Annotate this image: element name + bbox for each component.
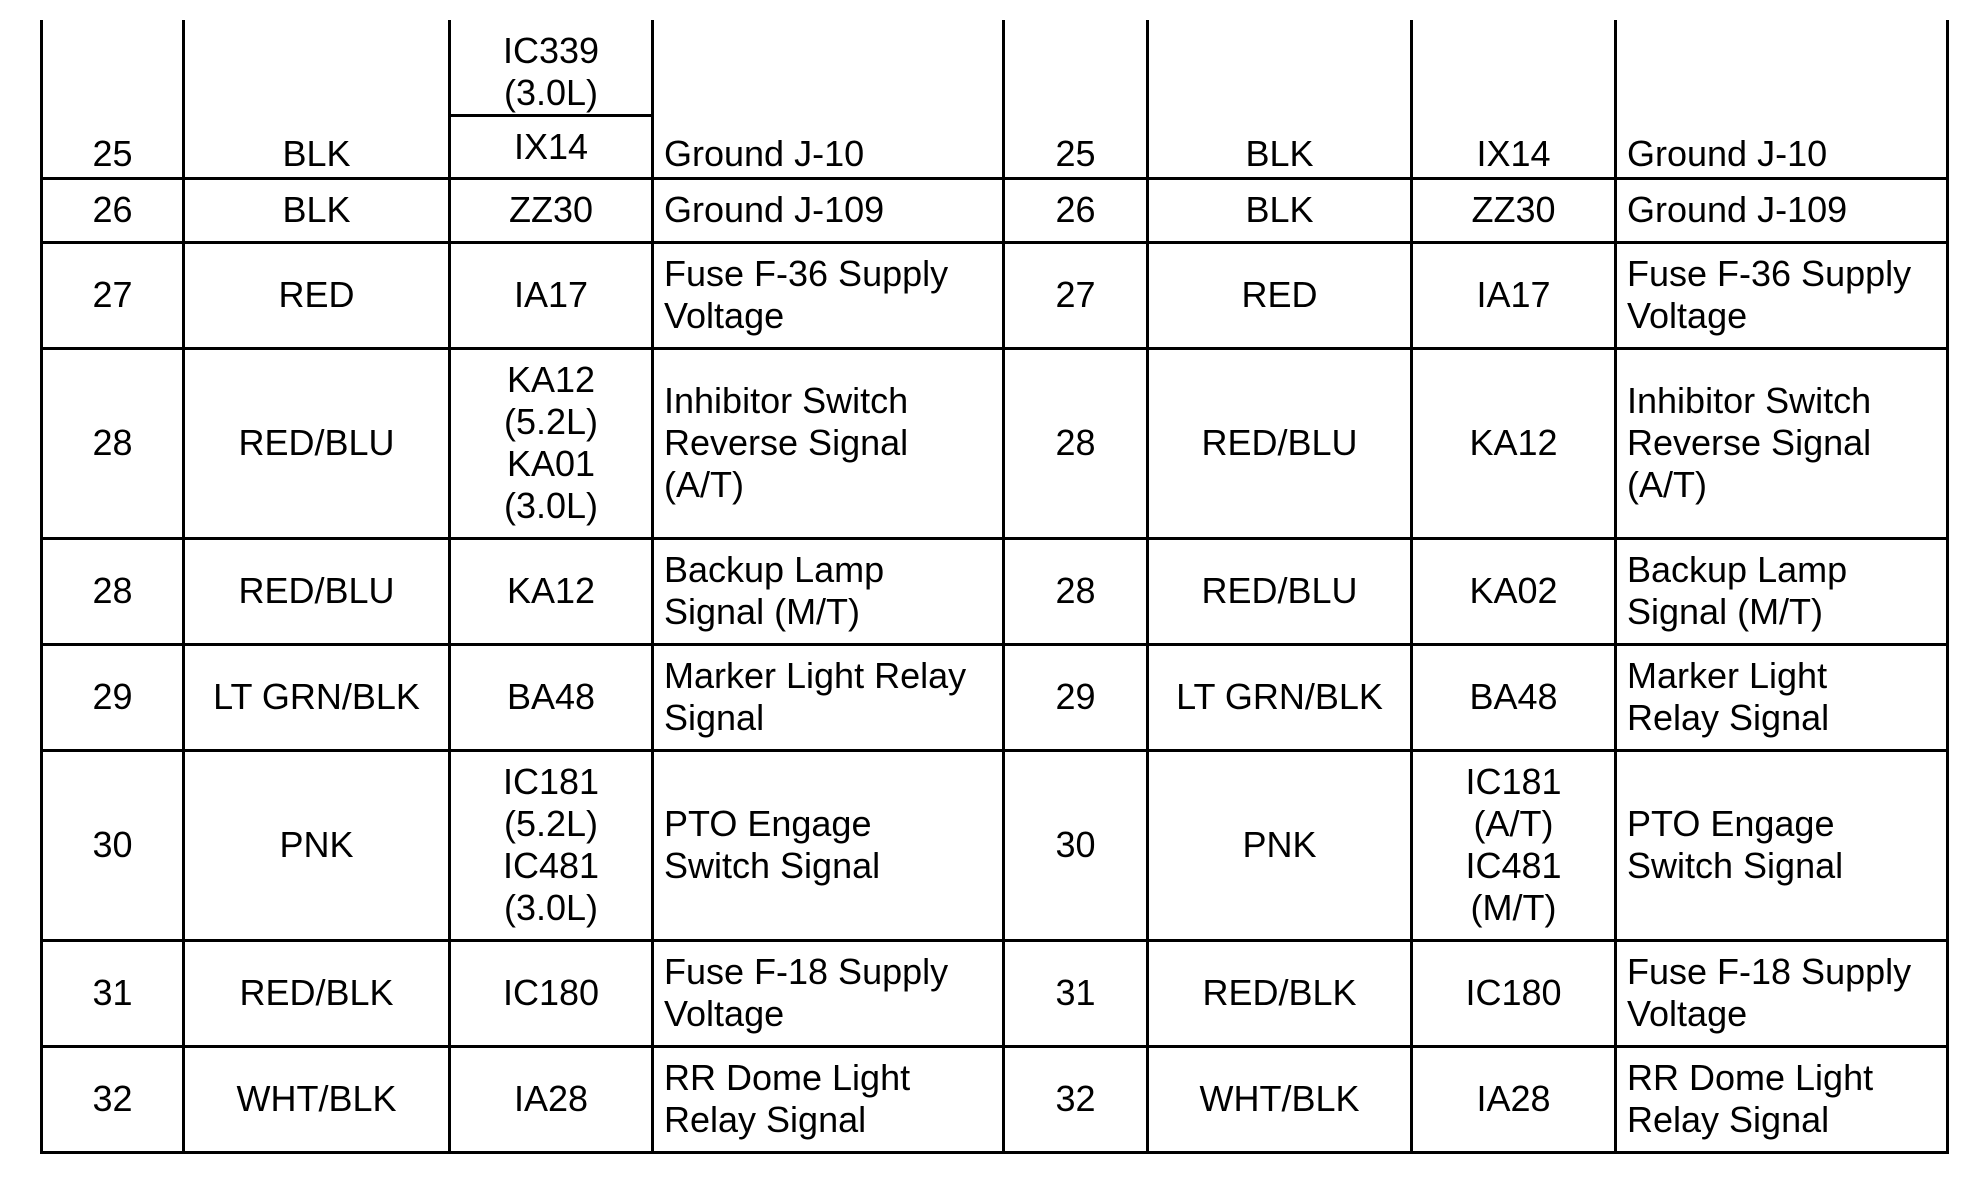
wire-color: PNK	[1148, 750, 1412, 940]
pin-number: 31	[42, 940, 184, 1046]
wire-color: RED/BLK	[184, 940, 450, 1046]
pin-number: 28	[42, 348, 184, 538]
circuit-id: IC180	[450, 940, 653, 1046]
description: Ground J-10	[1616, 20, 1948, 178]
description: RR Dome Light Relay Signal	[1616, 1046, 1948, 1152]
table-row	[42, 538, 1948, 644]
description: RR Dome Light Relay Signal	[653, 1046, 1004, 1152]
circuit-id: IC180	[1412, 940, 1616, 1046]
description: Inhibitor Switch Reverse Signal (A/T)	[653, 348, 1004, 538]
description: Fuse F-36 Supply Voltage	[653, 242, 1004, 348]
wire-color: RED	[1148, 242, 1412, 348]
pin-number: 30	[1004, 750, 1148, 940]
table-row	[42, 20, 1948, 115]
wire-color: WHT/BLK	[1148, 1046, 1412, 1152]
pin-number: 26	[1004, 178, 1148, 242]
pin-number: 25	[42, 20, 184, 178]
circuit-id: IA17	[450, 242, 653, 348]
circuit-id: IX14	[1412, 20, 1616, 178]
description: Ground J-109	[1616, 178, 1948, 242]
wire-color: RED	[184, 242, 450, 348]
pin-number: 32	[1004, 1046, 1148, 1152]
description: Ground J-10	[653, 20, 1004, 178]
circuit-id: IC181 (5.2L) IC481 (3.0L)	[450, 750, 653, 940]
pin-number: 31	[1004, 940, 1148, 1046]
table-row	[42, 644, 1948, 750]
circuit-id: IC181 (A/T) IC481 (M/T)	[1412, 750, 1616, 940]
circuit-id: IX14	[450, 115, 653, 178]
circuit-id: ZZ30	[1412, 178, 1616, 242]
wire-color: BLK	[184, 178, 450, 242]
wire-color: WHT/BLK	[184, 1046, 450, 1152]
wire-color: RED/BLU	[1148, 348, 1412, 538]
description: Inhibitor Switch Reverse Signal (A/T)	[1616, 348, 1948, 538]
description: PTO Engage Switch Signal	[1616, 750, 1948, 940]
circuit-id: KA12	[450, 538, 653, 644]
description: Fuse F-36 Supply Voltage	[1616, 242, 1948, 348]
wire-color: RED/BLU	[184, 538, 450, 644]
description: Backup Lamp Signal (M/T)	[1616, 538, 1948, 644]
pin-number: 28	[1004, 348, 1148, 538]
pin-number: 28	[1004, 538, 1148, 644]
pin-number: 29	[42, 644, 184, 750]
pin-number: 27	[1004, 242, 1148, 348]
table-row	[42, 940, 1948, 1046]
pin-number: 28	[42, 538, 184, 644]
wire-color: LT GRN/BLK	[184, 644, 450, 750]
table-row	[42, 1046, 1948, 1152]
circuit-id: KA02	[1412, 538, 1616, 644]
wire-color: RED/BLK	[1148, 940, 1412, 1046]
pin-number: 27	[42, 242, 184, 348]
connector-pinout-table	[40, 20, 1949, 1154]
circuit-id: IA17	[1412, 242, 1616, 348]
description: PTO Engage Switch Signal	[653, 750, 1004, 940]
circuit-id: KA12 (5.2L) KA01 (3.0L)	[450, 348, 653, 538]
wire-color: BLK	[1148, 178, 1412, 242]
table-row	[42, 348, 1948, 538]
wire-color: BLK	[1148, 20, 1412, 178]
description: Ground J-109	[653, 178, 1004, 242]
circuit-id: KA12	[1412, 348, 1616, 538]
circuit-id: IA28	[450, 1046, 653, 1152]
table-row	[42, 178, 1948, 242]
table-row	[42, 242, 1948, 348]
circuit-id: BA48	[450, 644, 653, 750]
description: Backup Lamp Signal (M/T)	[653, 538, 1004, 644]
wire-color: LT GRN/BLK	[1148, 644, 1412, 750]
wire-color: PNK	[184, 750, 450, 940]
description: Marker Light Relay Signal	[1616, 644, 1948, 750]
description: Fuse F-18 Supply Voltage	[1616, 940, 1948, 1046]
description: Fuse F-18 Supply Voltage	[653, 940, 1004, 1046]
circuit-id: BA48	[1412, 644, 1616, 750]
pin-number: 30	[42, 750, 184, 940]
wire-color: RED/BLU	[1148, 538, 1412, 644]
circuit-id: IA28	[1412, 1046, 1616, 1152]
pin-number: 32	[42, 1046, 184, 1152]
circuit-id: ZZ30	[450, 178, 653, 242]
pin-number: 29	[1004, 644, 1148, 750]
pin-number: 26	[42, 178, 184, 242]
wire-color: BLK	[184, 20, 450, 178]
wire-color: RED/BLU	[184, 348, 450, 538]
description: Marker Light Relay Signal	[653, 644, 1004, 750]
circuit-id: IC339 (3.0L)	[450, 20, 653, 115]
table-row	[42, 750, 1948, 940]
pin-number: 25	[1004, 20, 1148, 178]
